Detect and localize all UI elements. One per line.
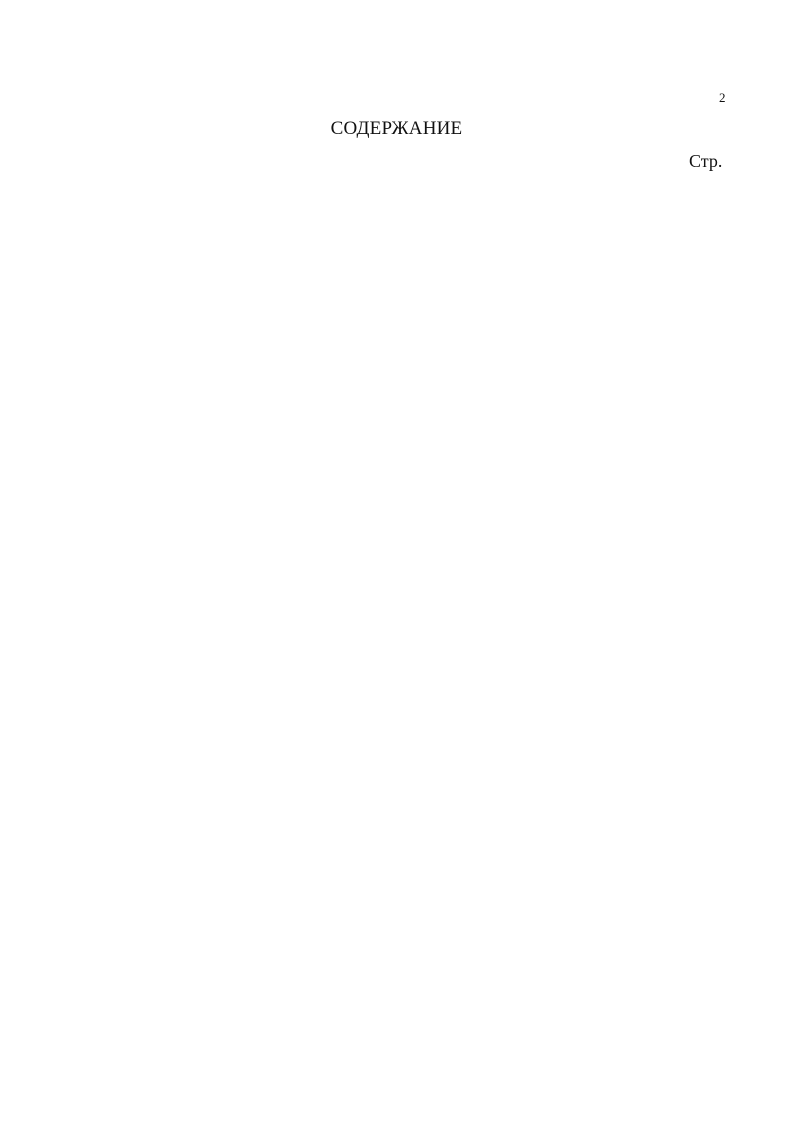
toc-title: СОДЕРЖАНИЕ [330,118,463,139]
page-column-label: Стр. [689,151,723,171]
page-number: 2 [719,90,726,105]
